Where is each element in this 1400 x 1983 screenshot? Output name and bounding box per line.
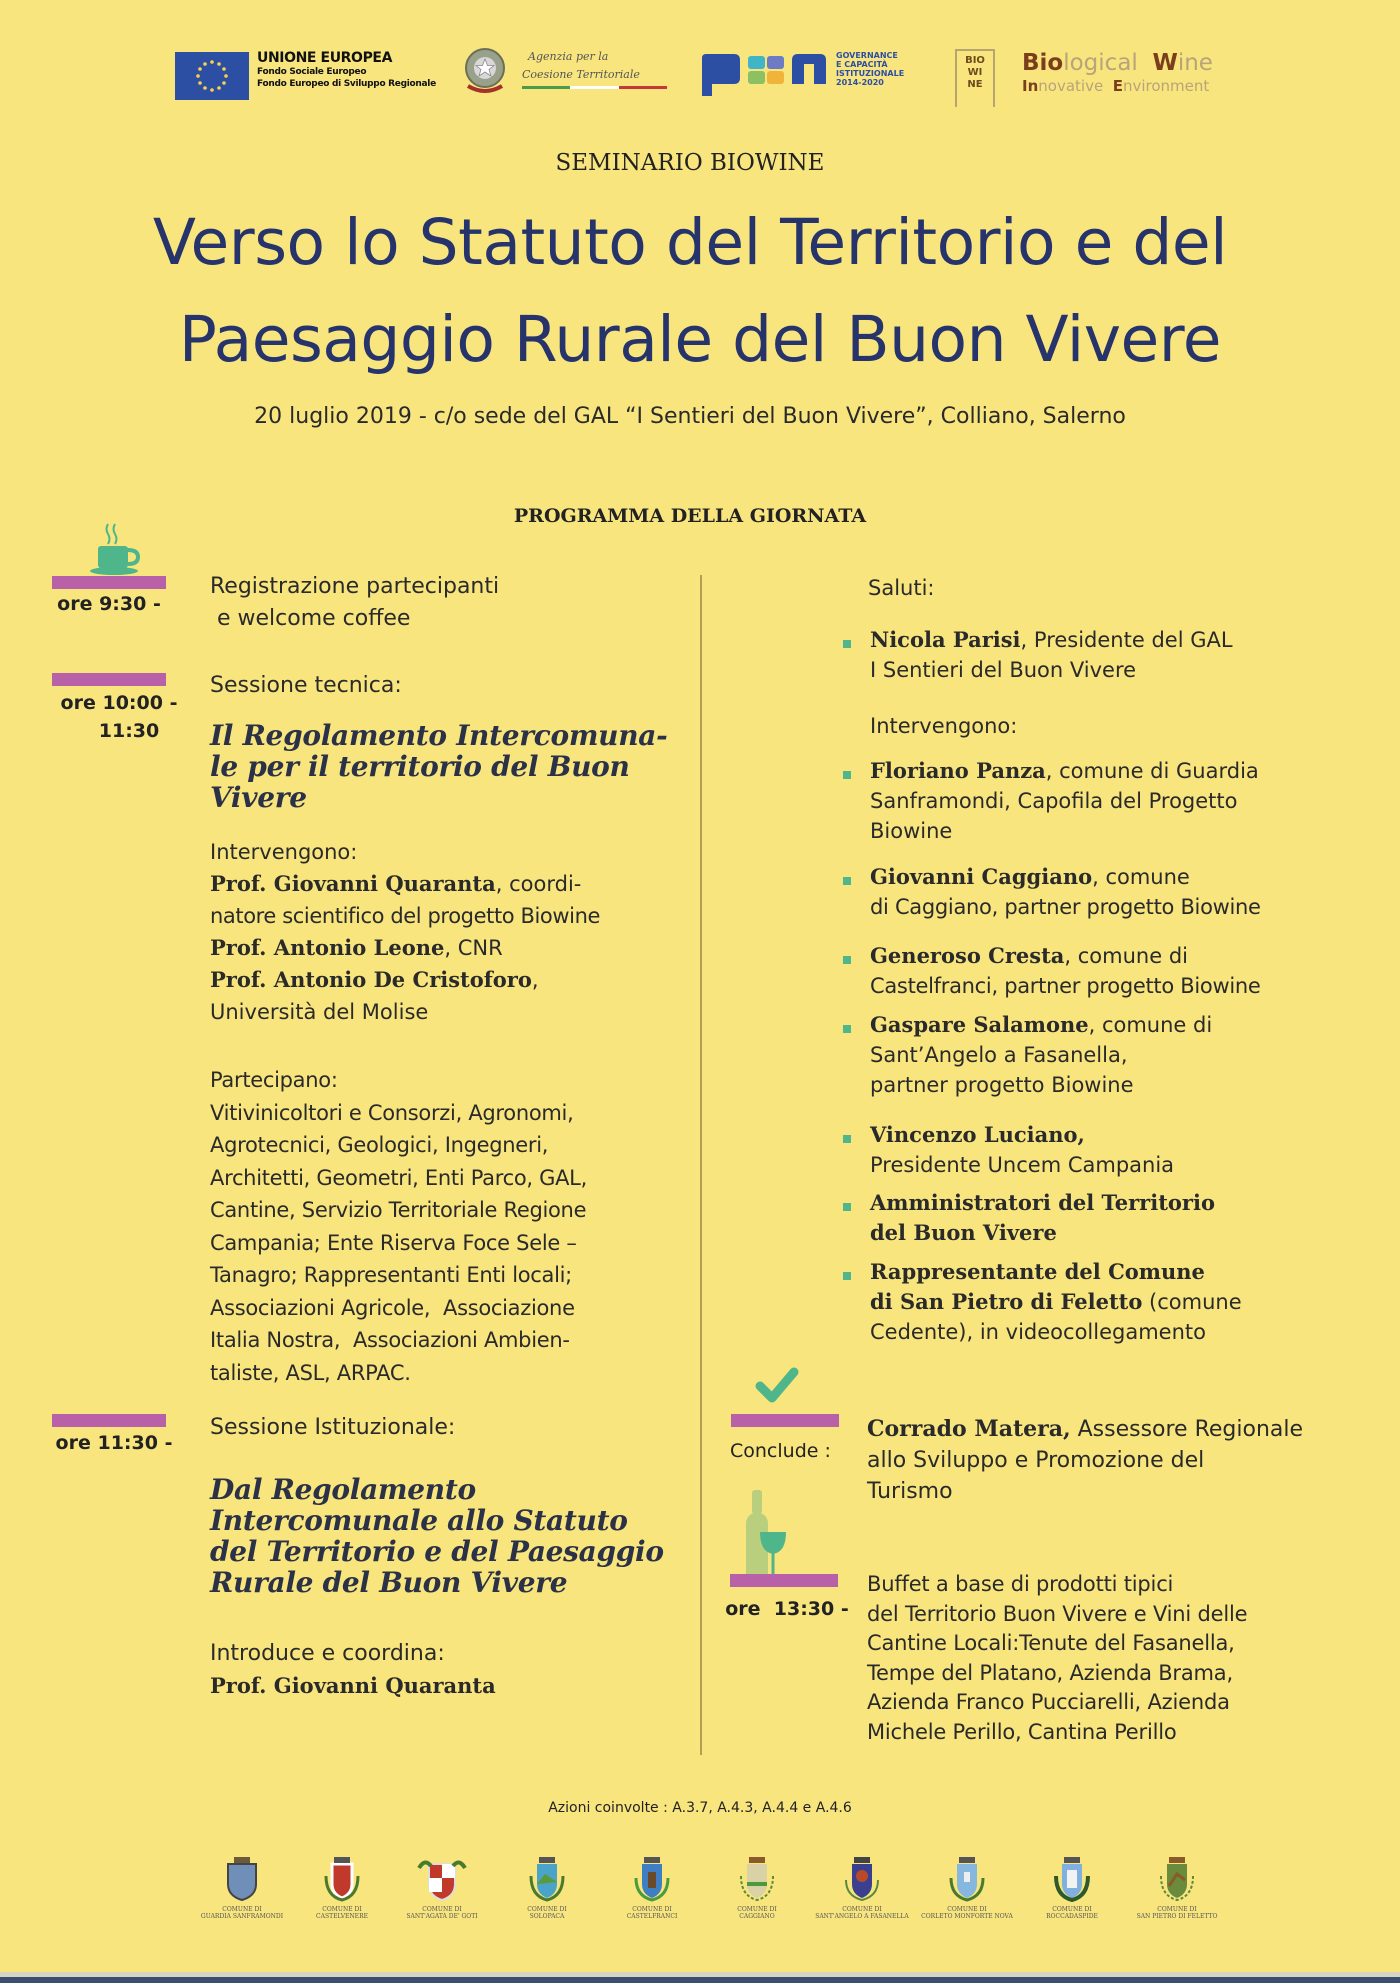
- speaker-role: , CNR: [444, 936, 503, 960]
- wordmark-nvironment: nvironment: [1122, 77, 1210, 95]
- bullet-icon: [843, 1135, 851, 1143]
- speaker-name-cont: del Buon Vivere: [870, 1220, 1057, 1245]
- saluti-item: [870, 625, 1233, 685]
- session-tecnica-title-l2: le per il territorio del Buon: [210, 750, 630, 783]
- crest-label-1: COMUNE DI: [1157, 1906, 1197, 1913]
- crest-label-2: CASTELVENERE: [316, 1913, 368, 1920]
- wordmark-in: In: [1022, 77, 1039, 95]
- speaker-name: Prof. Antonio De Cristoforo: [210, 967, 532, 992]
- partecipano-line: Architetti, Geometri, Enti Parco, GAL,: [210, 1165, 587, 1190]
- speaker-role: ,: [531, 968, 539, 992]
- crest-icon: [632, 1856, 672, 1902]
- buffet-text: [867, 1570, 1247, 1747]
- wordmark-w: W: [1152, 50, 1178, 76]
- municipal-crest: [287, 1856, 397, 1920]
- speaker-role-cont: Biowine: [870, 819, 953, 843]
- municipal-crest: [492, 1856, 602, 1920]
- speaker-role: , comune: [1092, 865, 1190, 889]
- buffet-bar: [730, 1574, 838, 1587]
- speaker-name: Prof. Antonio Leone: [210, 935, 445, 960]
- speaker-item: [870, 862, 1261, 922]
- program-heading: PROGRAMMA DELLA GIORNATA: [513, 505, 867, 527]
- speaker-role-cont: Turismo: [867, 1479, 953, 1504]
- buffet-line: Michele Perillo, Cantina Perillo: [867, 1719, 1177, 1744]
- speaker-item: [870, 1010, 1212, 1100]
- crest-label-1: COMUNE DI: [322, 1906, 362, 1913]
- event-subtitle: 20 luglio 2019 - c/o sede del GAL “I Sentieri del Buon Vivere”, Colliano, Salerno: [254, 404, 1126, 429]
- crest-label-1: COMUNE DI: [527, 1906, 567, 1913]
- crest-label-2: CASTELFRANCI: [626, 1913, 678, 1920]
- partecipano-line: Agrotecnici, Geologici, Ingegneri,: [210, 1133, 549, 1157]
- municipal-crest: [387, 1856, 497, 1920]
- buffet-line: Tempe del Platano, Azienda Brama,: [867, 1660, 1233, 1685]
- speaker-name: Corrado Matera,: [867, 1416, 1071, 1442]
- crest-label-1: COMUNE DI: [422, 1906, 462, 1913]
- speaker-item: [870, 756, 1259, 846]
- speaker-name: Amministratori del Territorio: [870, 1190, 1215, 1215]
- eu-line1: Fondo Sociale Europeo: [257, 67, 367, 77]
- saluti-label: Saluti:: [868, 576, 935, 600]
- time-slot-3: ore 11:30 -: [55, 1432, 173, 1454]
- municipal-crest: [1017, 1856, 1127, 1920]
- intervengono-right-label: Intervengono:: [870, 714, 1018, 738]
- speaker-item: [870, 941, 1261, 1001]
- page-title-line2: Paesaggio Rurale del Buon Vivere: [178, 303, 1222, 376]
- crest-label-1: COMUNE DI: [842, 1906, 882, 1913]
- crest-label-2: SOLOPACA: [529, 1913, 565, 1920]
- crest-label-1: COMUNE DI: [737, 1906, 777, 1913]
- speaker-name: Rappresentante del Comune: [870, 1259, 1205, 1284]
- registration-line2: e welcome coffee: [210, 606, 411, 631]
- pon-line3: ISTITUZIONALE: [836, 69, 905, 78]
- bullet-icon: [843, 956, 851, 964]
- pon-line4: 2014-2020: [836, 78, 884, 87]
- crest-label-2: GUARDIA SANFRAMONDI: [200, 1913, 284, 1920]
- pon-mark-icon: [700, 52, 830, 102]
- eu-title: UNIONE EUROPEA: [257, 50, 393, 66]
- time-bar-3: [52, 1414, 166, 1427]
- partecipano-line: Tanagro; Rappresentanti Enti locali;: [210, 1263, 572, 1287]
- crest-label-2: CAGGIANO: [739, 1913, 775, 1920]
- municipal-crest: [597, 1856, 707, 1920]
- crest-icon: [947, 1856, 987, 1902]
- registration-line1: Registrazione partecipanti: [210, 574, 500, 599]
- agency-line2: Coesione Territoriale: [522, 68, 640, 81]
- speaker-role-cont: I Sentieri del Buon Vivere: [870, 658, 1137, 682]
- time-slot-1: ore 9:30 -: [57, 593, 161, 615]
- partecipano-line: taliste, ASL, ARPAC.: [210, 1360, 411, 1385]
- speaker-name: Prof. Giovanni Quaranta: [210, 871, 496, 896]
- pon-logo: [700, 52, 830, 102]
- session-istituzionale-title-l1: Dal Regolamento: [210, 1473, 476, 1506]
- bullet-icon: [843, 1272, 851, 1280]
- session-tecnica-label: Sessione tecnica:: [210, 673, 402, 698]
- conclude-label: Conclude :: [730, 1440, 831, 1462]
- crest-icon: [322, 1856, 362, 1902]
- crest-label-1: COMUNE DI: [222, 1906, 262, 1913]
- speaker-name: Vincenzo Luciano,: [870, 1122, 1085, 1147]
- pon-line1: GOVERNANCE: [836, 51, 898, 60]
- biowine-wordmark: [1022, 50, 1213, 96]
- speaker-name: Nicola Parisi: [870, 627, 1021, 652]
- partecipano-block: [210, 1064, 690, 1389]
- crest-icon: [417, 1856, 467, 1902]
- page-title-line1: Verso lo Statuto del Territorio e del: [152, 206, 1228, 279]
- speaker-role: , coordi-: [495, 872, 582, 896]
- crest-icon: [527, 1856, 567, 1902]
- buffet-line: Buffet a base di prodotti tipici: [867, 1572, 1174, 1596]
- eu-line2: Fondo Europeo di Sviluppo Regionale: [257, 79, 436, 89]
- speaker-role-cont: Cedente), in videocollegamento: [870, 1320, 1206, 1344]
- speaker-role: , comune di: [1088, 1013, 1213, 1037]
- session-tecnica-title-l1: Il Regolamento Intercomuna-: [210, 719, 668, 752]
- crest-icon: [222, 1856, 262, 1902]
- time-bar-1: [52, 576, 166, 589]
- speaker-role-cont: Sanframondi, Capofila del Progetto: [870, 789, 1238, 813]
- eu-logo-text: [257, 50, 436, 90]
- crest-label-2: ROCCADASPIDE: [1046, 1913, 1098, 1920]
- speaker-name-cont: di San Pietro di Feletto: [870, 1289, 1143, 1314]
- speaker-role-cont: Sant’Angelo a Fasanella,: [870, 1043, 1128, 1067]
- crest-icon: [1052, 1856, 1092, 1902]
- wordmark-e: E: [1112, 77, 1123, 95]
- session-istituzionale-label: Sessione Istituzionale:: [210, 1415, 456, 1440]
- crest-icon: [737, 1856, 777, 1902]
- italian-flag-stripe: [522, 86, 667, 89]
- shield-text-3: NE: [967, 79, 983, 90]
- buffet-line: Azienda Franco Pucciarelli, Azienda: [867, 1690, 1230, 1714]
- municipal-crest: [702, 1856, 812, 1920]
- session-istituzionale-title: [210, 1474, 690, 1598]
- partecipano-line: Associazioni Agricole, Associazione: [210, 1295, 575, 1320]
- speaker-item: [870, 1257, 1242, 1347]
- shield-text-1: BIO: [965, 55, 985, 66]
- bullet-icon: [843, 1025, 851, 1033]
- wordmark-logical: logical: [1063, 50, 1138, 76]
- speaker-role-cont: allo Sviluppo e Promozione del: [867, 1448, 1205, 1473]
- municipal-crest: [807, 1856, 917, 1920]
- checkmark-icon: [752, 1366, 802, 1406]
- wordmark-ine: ine: [1177, 50, 1213, 76]
- intro-label: Introduce e coordina:: [210, 1641, 445, 1666]
- speaker-role-cont: di Caggiano, partner progetto Biowine: [870, 895, 1261, 919]
- wine-bottle-glass-icon: [740, 1490, 820, 1576]
- session-istituzionale-title-l3: del Territorio e del Paesaggio: [210, 1535, 664, 1568]
- pon-line2: E CAPACITÀ: [836, 60, 888, 69]
- partecipano-line: Campania; Ente Riserva Foce Sele –: [210, 1230, 577, 1255]
- conclude-text: [867, 1414, 1303, 1507]
- column-divider: [700, 575, 702, 1755]
- azioni-coinvolte: Azioni coinvolte : A.3.7, A.4.3, A.4.4 e A.4.6: [548, 1800, 852, 1816]
- speaker-role: , Presidente del GAL: [1020, 628, 1233, 652]
- speaker-role-cont: Presidente Uncem Campania: [870, 1153, 1175, 1177]
- speaker-name: Gaspare Salamone: [870, 1012, 1089, 1037]
- bullet-icon: [843, 877, 851, 885]
- buffet-line: del Territorio Buon Vivere e Vini delle: [867, 1601, 1248, 1626]
- speaker-role-cont: natore scientifico del progetto Biowine: [210, 904, 601, 928]
- conclude-bar: [731, 1414, 839, 1427]
- shield-text-2: WI: [967, 67, 983, 78]
- crest-label-1: COMUNE DI: [632, 1906, 672, 1913]
- crest-label-2: SAN PIETRO DI FELETTO: [1136, 1913, 1218, 1920]
- pon-text: [836, 51, 904, 87]
- time-bar-2: [52, 673, 166, 686]
- partecipano-line: Italia Nostra, Associazioni Ambien-: [210, 1328, 570, 1352]
- intervengono-label: Intervengono:: [210, 840, 358, 864]
- bullet-icon: [843, 771, 851, 779]
- biowine-shield-logo: [955, 49, 995, 107]
- partecipano-label: Partecipano:: [210, 1068, 338, 1092]
- time-slot-2a: ore 10:00 -: [60, 692, 178, 714]
- crest-icon: [1157, 1856, 1197, 1902]
- buffet-line: Cantine Locali:Tenute del Fasanella,: [867, 1631, 1235, 1655]
- crest-label-1: COMUNE DI: [947, 1906, 987, 1913]
- speaker-name: Giovanni Caggiano: [870, 864, 1093, 889]
- eu-flag-logo: [175, 52, 249, 100]
- speaker-role: (comune: [1142, 1290, 1242, 1314]
- speaker-role-cont: Castelfranci, partner progetto Biowine: [870, 974, 1261, 998]
- speaker-role: , comune di: [1064, 944, 1188, 968]
- coffee-cup-icon: [82, 520, 146, 576]
- speaker-role: Assessore Regionale: [1070, 1417, 1304, 1442]
- buffet-time: ore 13:30 -: [725, 1598, 849, 1620]
- municipal-crest: [1122, 1856, 1232, 1920]
- crest-label-2: SANT'ANGELO A FASANELLA: [815, 1913, 909, 1920]
- wordmark-novative: novative: [1038, 77, 1104, 95]
- bottom-bar: [0, 1977, 1400, 1983]
- time-slot-2b: 11:30: [98, 720, 160, 742]
- italian-emblem-logo: [462, 44, 508, 96]
- crest-label-2: CORLETO MONFORTE NOVA: [921, 1913, 1013, 1920]
- crest-icon: [842, 1856, 882, 1902]
- partecipano-line: Cantine, Servizio Territoriale Regione: [210, 1198, 587, 1222]
- speakers-block: [210, 836, 690, 1028]
- seminar-kicker: SEMINARIO BIOWINE: [555, 150, 825, 176]
- speaker-role-cont: Università del Molise: [210, 1000, 429, 1024]
- session-tecnica-title: [210, 720, 680, 813]
- municipal-crest: [912, 1856, 1022, 1920]
- crest-label-1: COMUNE DI: [1052, 1906, 1092, 1913]
- session-tecnica-title-l3: Vivere: [210, 781, 307, 814]
- bullet-icon: [843, 1203, 851, 1211]
- speaker-item: [870, 1120, 1174, 1180]
- speaker-name: Generoso Cresta: [870, 943, 1065, 968]
- crest-label-2: SANT'AGATA DE' GOTI: [406, 1913, 478, 1920]
- agency-line1: Agenzia per la: [528, 50, 609, 63]
- speaker-item: [870, 1188, 1215, 1248]
- coordinator-name: Prof. Giovanni Quaranta: [210, 1673, 496, 1698]
- wordmark-bio: Bio: [1022, 50, 1064, 76]
- speaker-name: Floriano Panza: [870, 758, 1046, 783]
- bullet-icon: [843, 640, 851, 648]
- speaker-role-cont: partner progetto Biowine: [870, 1073, 1134, 1097]
- session-istituzionale-title-l2: Intercomunale allo Statuto: [210, 1504, 628, 1537]
- municipal-crest: [187, 1856, 297, 1920]
- session-istituzionale-title-l4: Rurale del Buon Vivere: [210, 1566, 568, 1599]
- partecipano-line: Vitivinicoltori e Consorzi, Agronomi,: [210, 1100, 574, 1125]
- eu-stars-icon: [175, 52, 249, 100]
- agency-logo-text: [522, 48, 667, 89]
- emblem-icon: [462, 44, 508, 96]
- speaker-role: , comune di Guardia: [1045, 759, 1259, 783]
